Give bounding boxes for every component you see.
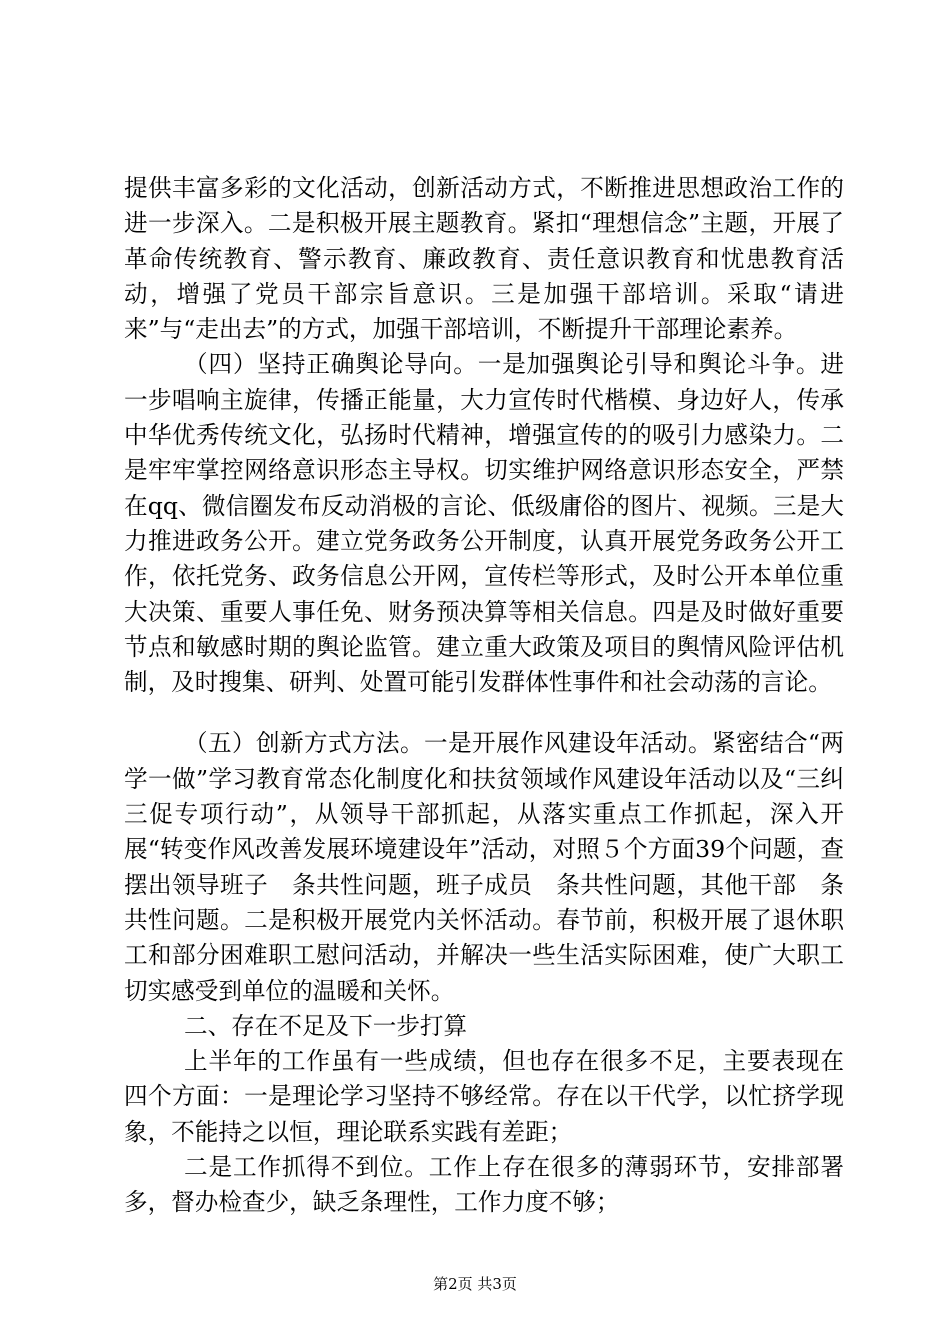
paragraph-continuation: 提供丰富多彩的文化活动，创新活动方式，不断推进思想政治工作的进一步深入。二是积极开展主题教育。紧扣“理想信念”主题，开展了革命传统教育、警示教育、廉政教育、责任意识教育和忧患教育活动，增强了党员干部宗旨意识。三是加强干部培训。采取“请进来”与“走出去”的方式，加强干部培训，不断提升干部理论素养。: [124, 174, 844, 344]
paragraph-section-five: （五）创新方式方法。一是开展作风建设年活动。紧密结合“两学一做”学习教育常态化制度化和扶贫领域作风建设年活动以及“三纠三促专项行动”，从领导干部抓起，从落实重点工作抓起，深入开展“转变作风改善发展环境建设年”活动，对照５个方面39个问题，查摆出领导班子 条共性问题，班子成员 条共性问题，其他干部 条共性问题。二是积极开展党内关怀活动。春节前，积极开展了退休职工和部分困难职工慰问活动，并解决一些生活实际困难，使广大职工切实感受到单位的温暖和关怀。: [124, 729, 844, 1005]
page-number-footer: 第2页 共3页: [433, 1275, 517, 1293]
section-heading-shortcomings: 二、存在不足及下一步打算: [184, 1011, 468, 1040]
paragraph-section-four: （四）坚持正确舆论导向。一是加强舆论引导和舆论斗争。进一步唱响主旋律，传播正能量，大力宣传时代楷模、身边好人，传承中华优秀传统文化，弘扬时代精神，增强宣传的的吸引力感染力。二是牢牢掌控网络意识形态主导权。切实维护网络意识形态安全，严禁在qq、微信圈发布反动消极的言论、低级庸俗的图片、视频。三是大力推进政务公开。建立党务政务公开制度，认真开展党务政务公开工作，依托党务、政务信息公开网，宣传栏等形式，及时公开本单位重大决策、重要人事任免、财务预决算等相关信息。四是及时做好重要节点和敏感时期的舆论监管。建立重大政策及项目的舆情风险评估机制，及时搜集、研判、处置可能引发群体性事件和社会动荡的言论。: [124, 350, 844, 697]
document-body: [124, 171, 844, 1221]
paragraph-shortcomings-one: 上半年的工作虽有一些成绩，但也存在很多不足，主要表现在四个方面：一是理论学习坚持不够经常。存在以干代学，以忙挤学现象，不能持之以恒，理论联系实践有差距；: [124, 1047, 844, 1146]
paragraph-shortcomings-two: 二是工作抓得不到位。工作上存在很多的薄弱环节，安排部署多，督办检查少，缺乏条理性，工作力度不够；: [124, 1153, 844, 1217]
paragraph-gap: [124, 700, 844, 726]
